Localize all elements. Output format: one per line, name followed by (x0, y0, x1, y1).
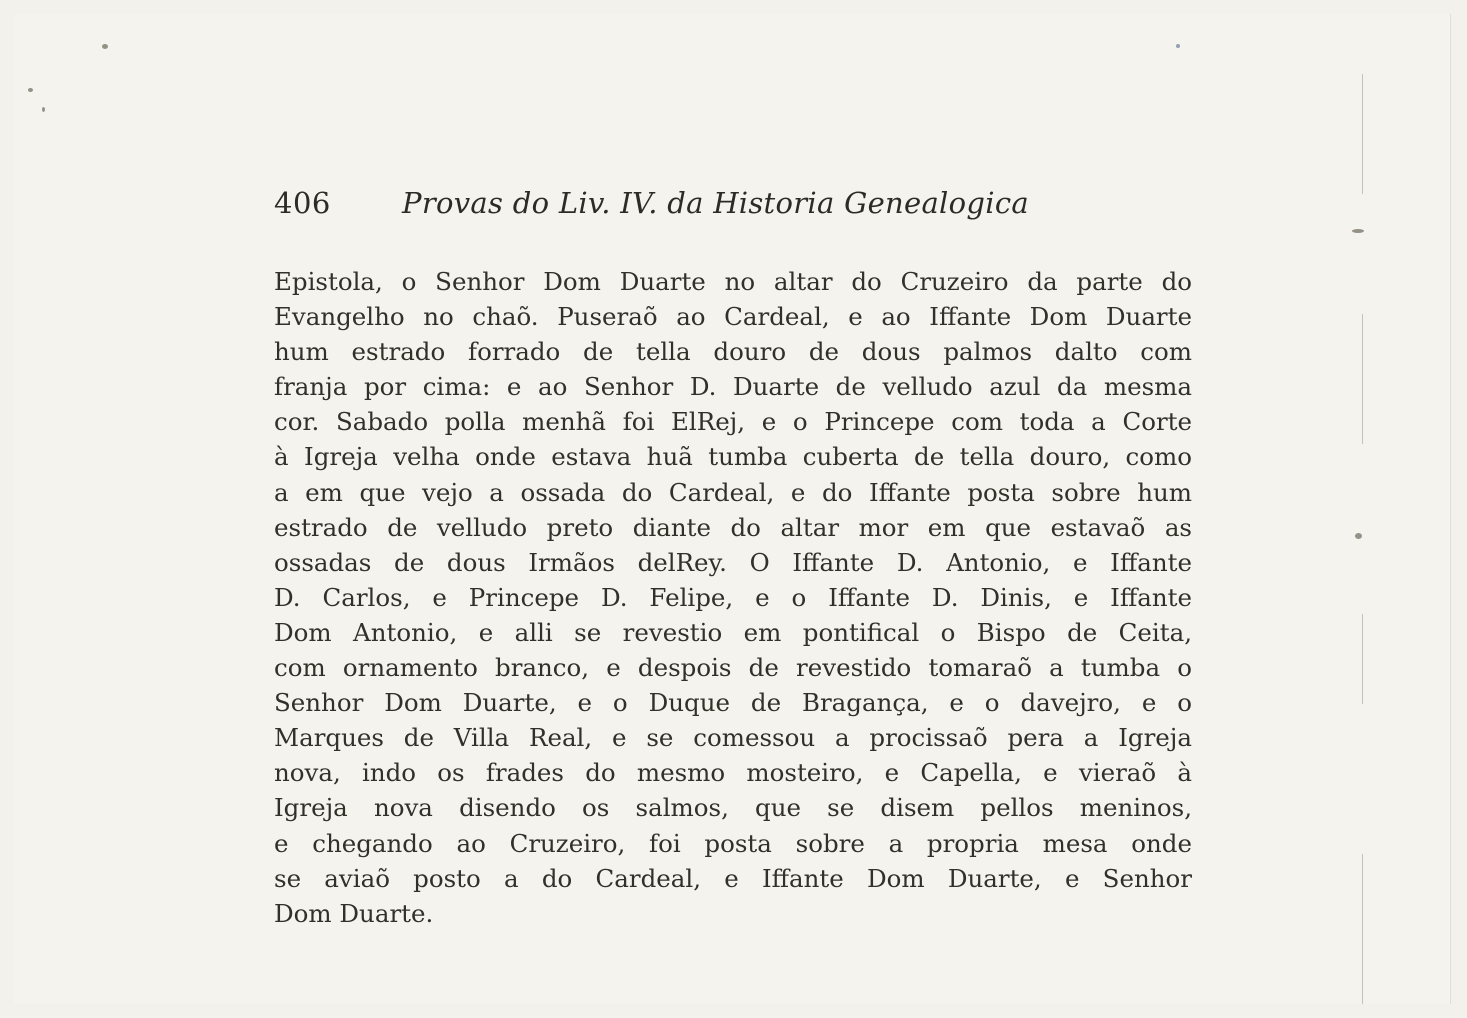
text-line: com ornamento branco, e despois de revestido tomaraõ a tumba o (274, 653, 1192, 683)
text-line: se aviaõ posto a do Cardeal, e Iffante Dom Duarte, e Senhor (274, 863, 1192, 893)
text-line: Epistola, o Senhor Dom Duarte no altar do Cruzeiro da parte do (274, 267, 1192, 296)
text-line: e chegando ao Cruzeiro, foi posta sobre a propria mesa onde (274, 828, 1192, 858)
body-text (274, 264, 1192, 931)
text-line: a em que vejo a ossada do Cardeal, e do Iffante posta sobre hum (274, 477, 1192, 507)
ink-speck (1355, 533, 1362, 539)
text-line: estrado de velludo preto diante do altar mor em que estavaõ as (274, 512, 1192, 542)
running-title: Provas do Liv. IV. da Historia Genealogica (402, 186, 1029, 220)
text-line: Dom Duarte. (274, 898, 434, 928)
margin-mark (1362, 74, 1363, 194)
text-line: Dom Antonio, e alli se revestio em pontifical o Bispo de Ceita, (274, 617, 1192, 647)
text-line: cor. Sabado polla menhã foi ElRej, e o Princepe com toda a Corte (274, 407, 1192, 437)
margin-mark (1362, 614, 1363, 704)
text-line: nova, indo os frades do mesmo mosteiro, e Capella, e vieraõ à (274, 758, 1192, 788)
margin-mark (1362, 854, 1363, 1004)
ink-speck (102, 44, 108, 49)
text-line: franja por cima: e ao Senhor D. Duarte de velludo azul da mesma (274, 372, 1192, 402)
ink-speck (28, 88, 33, 92)
text-line: D. Carlos, e Princepe D. Felipe, e o Iffante D. Dinis, e Iffante (274, 582, 1192, 612)
margin-mark (1362, 314, 1363, 444)
text-line: Senhor Dom Duarte, e o Duque de Bragança, e o davejro, e o (274, 688, 1192, 718)
page-header (274, 186, 1174, 230)
page-number: 406 (274, 186, 331, 220)
text-line: Evangelho no chaõ. Puseraõ ao Cardeal, e ao Iffante Dom Duarte (274, 302, 1192, 332)
text-line: hum estrado forrado de tella douro de dous palmos dalto com (274, 337, 1192, 367)
ink-speck (1352, 229, 1364, 233)
text-line: Marques de Villa Real, e se comessou a procissaõ pera a Igreja (274, 723, 1192, 753)
ink-speck (1176, 44, 1180, 48)
ink-speck (42, 107, 45, 112)
text-line: Igreja nova disendo os salmos, que se disem pellos meninos, (274, 793, 1192, 823)
text-line: à Igreja velha onde estava huã tumba cuberta de tella douro, como (274, 442, 1192, 472)
text-line: ossadas de dous Irmãos delRey. O Iffante D. Antonio, e Iffante (274, 547, 1192, 577)
